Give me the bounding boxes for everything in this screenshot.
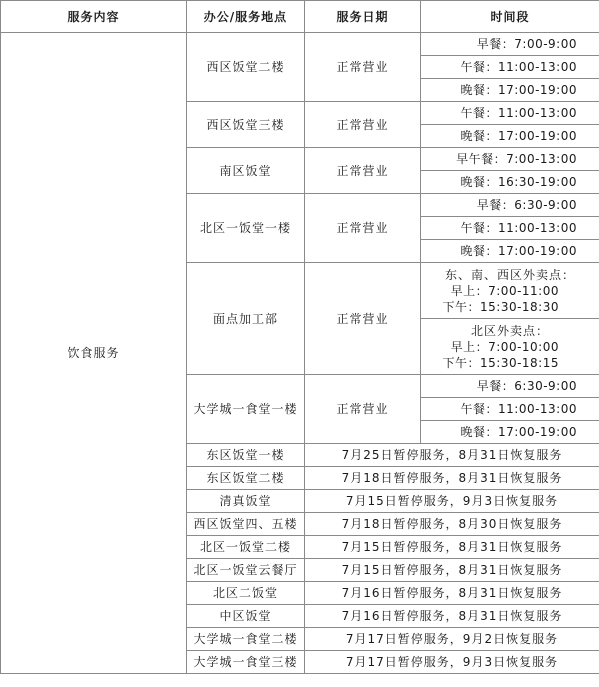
location-cell: 北区一饭堂云餐厅 — [187, 559, 305, 582]
suspension-note: 7月15日暂停服务，9月3日恢复服务 — [305, 490, 599, 513]
header-service: 服务内容 — [1, 1, 187, 33]
time-cell: 午餐：11:00-13:00 — [421, 398, 599, 421]
suspension-note: 7月17日暂停服务，9月3日恢复服务 — [305, 651, 599, 674]
header-time: 时间段 — [421, 1, 599, 33]
location-cell: 北区一饭堂二楼 — [187, 536, 305, 559]
takeaway-line: 下午：15:30-18:15 — [442, 355, 559, 370]
time-cell: 早午餐：7:00-13:00 — [421, 148, 599, 171]
location-cell: 中区饭堂 — [187, 605, 305, 628]
takeaway-cell — [421, 319, 599, 375]
suspension-note: 7月17日暂停服务，9月2日恢复服务 — [305, 628, 599, 651]
location-cell: 大学城一食堂三楼 — [187, 651, 305, 674]
time-cell: 早餐：6:30-9:00 — [421, 194, 599, 217]
time-cell: 晚餐：17:00-19:00 — [421, 79, 599, 102]
time-cell: 早餐：7:00-9:00 — [421, 33, 599, 56]
table-row — [1, 33, 599, 56]
status-cell: 正常营业 — [305, 375, 421, 444]
time-cell: 晚餐：16:30-19:00 — [421, 171, 599, 194]
time-cell: 晚餐：17:00-19:00 — [421, 125, 599, 148]
location-cell: 西区饭堂四、五楼 — [187, 513, 305, 536]
header-date: 服务日期 — [305, 1, 421, 33]
suspension-note: 7月25日暂停服务，8月31日恢复服务 — [305, 444, 599, 467]
location-cell: 大学城一食堂一楼 — [187, 375, 305, 444]
header-location: 办公/服务地点 — [187, 1, 305, 33]
suspension-note: 7月15日暂停服务，8月31日恢复服务 — [305, 559, 599, 582]
suspension-note: 7月16日暂停服务，8月31日恢复服务 — [305, 605, 599, 628]
takeaway-head: 东、南、西区外卖点： — [444, 267, 575, 282]
takeaway-line: 早上：7:00-11:00 — [450, 283, 559, 298]
suspension-note: 7月18日暂停服务，8月30日恢复服务 — [305, 513, 599, 536]
location-cell: 北区二饭堂 — [187, 582, 305, 605]
status-cell: 正常营业 — [305, 263, 421, 375]
location-cell: 面点加工部 — [187, 263, 305, 375]
location-cell: 南区饭堂 — [187, 148, 305, 194]
time-cell: 午餐：11:00-13:00 — [421, 102, 599, 125]
location-cell: 北区一饭堂一楼 — [187, 194, 305, 263]
location-cell: 西区饭堂三楼 — [187, 102, 305, 148]
time-cell: 早餐：6:30-9:00 — [421, 375, 599, 398]
time-cell: 晚餐：17:00-19:00 — [421, 421, 599, 444]
status-cell: 正常营业 — [305, 148, 421, 194]
takeaway-head: 北区外卖点： — [470, 323, 549, 338]
takeaway-cell — [421, 263, 599, 319]
location-cell: 西区饭堂二楼 — [187, 33, 305, 102]
time-cell: 晚餐：17:00-19:00 — [421, 240, 599, 263]
suspension-note: 7月15日暂停服务，8月31日恢复服务 — [305, 536, 599, 559]
status-cell: 正常营业 — [305, 194, 421, 263]
status-cell: 正常营业 — [305, 102, 421, 148]
service-cell: 饮食服务 — [1, 33, 187, 674]
location-cell: 大学城一食堂二楼 — [187, 628, 305, 651]
location-cell: 东区饭堂一楼 — [187, 444, 305, 467]
time-cell: 午餐：11:00-13:00 — [421, 56, 599, 79]
time-cell: 午餐：11:00-13:00 — [421, 217, 599, 240]
location-cell: 东区饭堂二楼 — [187, 467, 305, 490]
status-cell: 正常营业 — [305, 33, 421, 102]
takeaway-line: 下午：15:30-18:30 — [442, 299, 559, 314]
suspension-note: 7月16日暂停服务，8月31日恢复服务 — [305, 582, 599, 605]
suspension-note: 7月18日暂停服务，8月31日恢复服务 — [305, 467, 599, 490]
location-cell: 清真饭堂 — [187, 490, 305, 513]
header-row — [1, 1, 599, 33]
takeaway-line: 早上：7:00-10:00 — [450, 339, 559, 354]
